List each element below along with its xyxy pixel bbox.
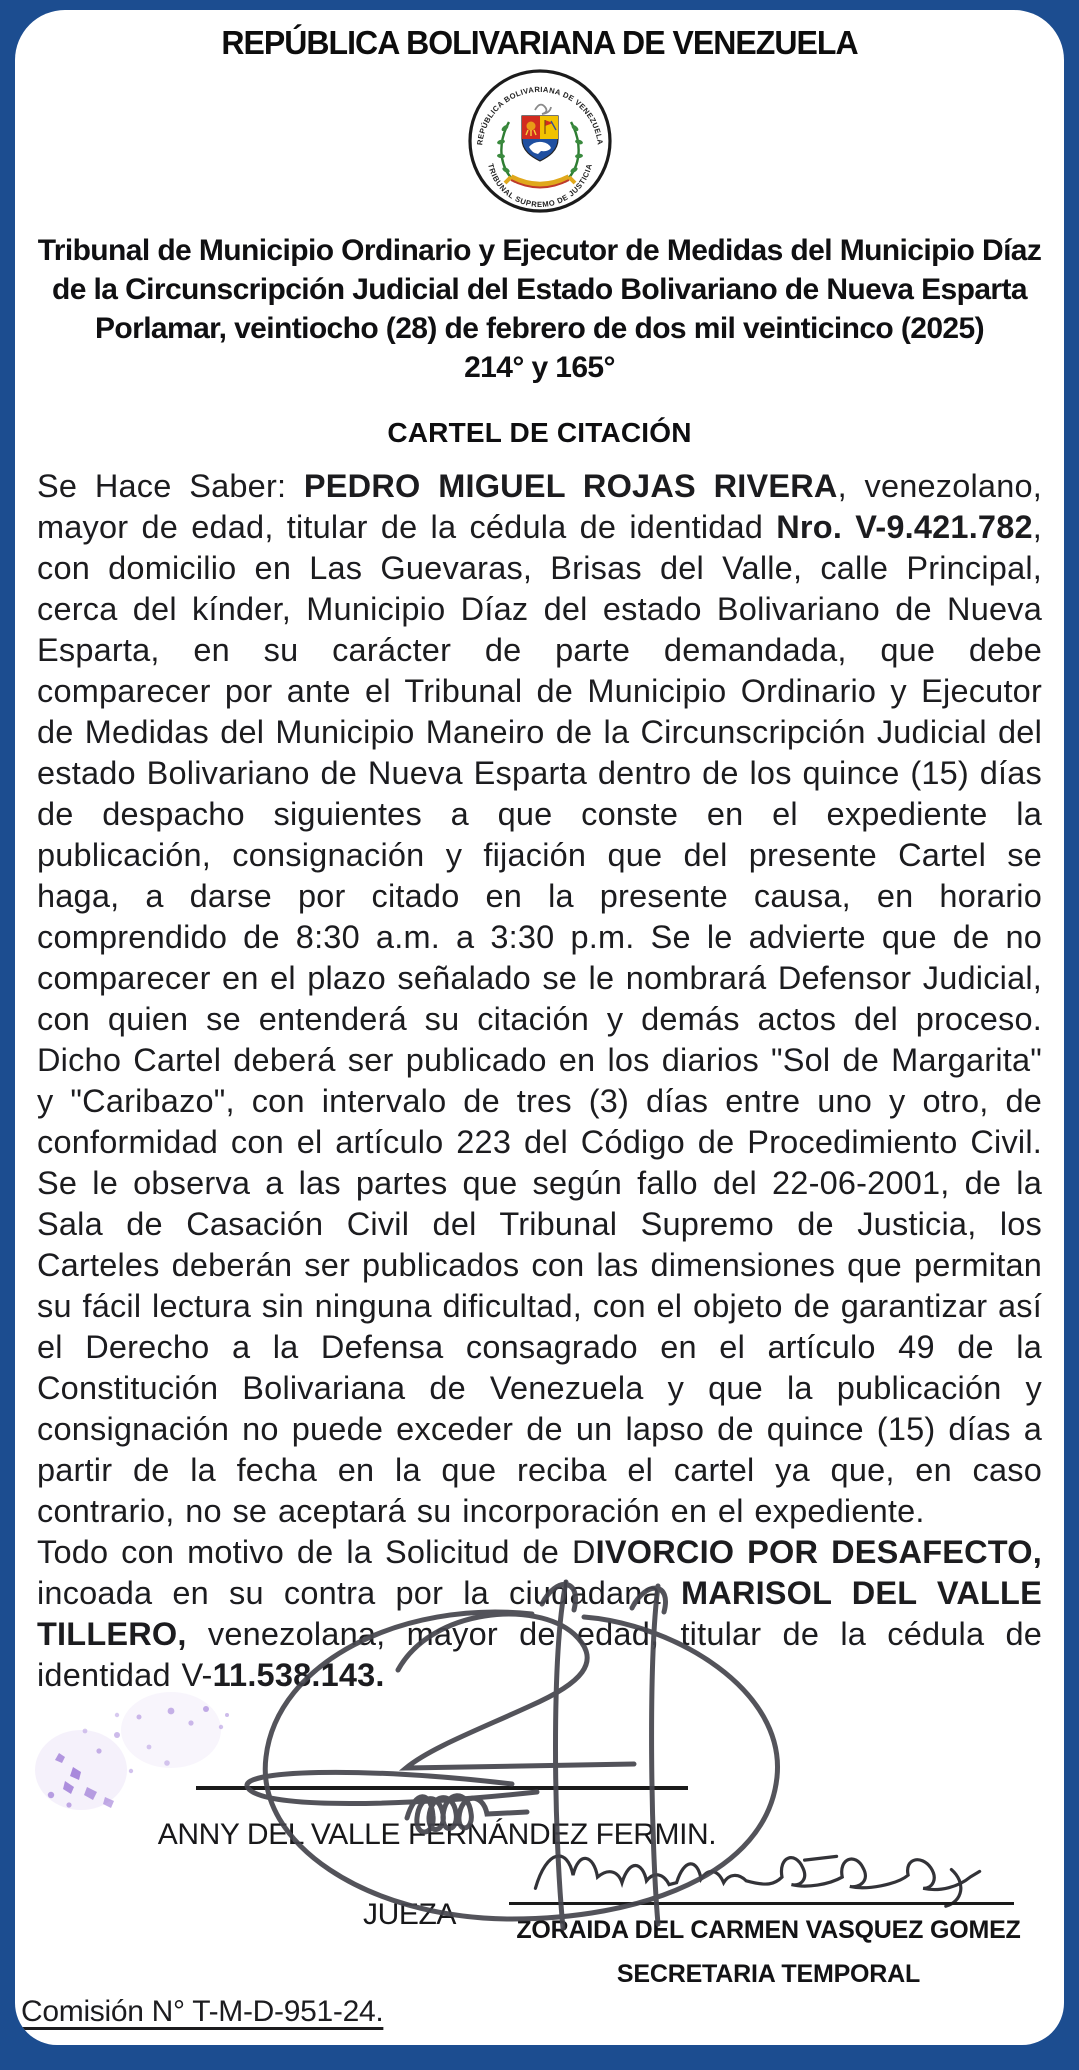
judge-name: ANNY DEL VALLE FERNÁNDEZ FERMIN. [157, 1818, 717, 1851]
judge-role: JUEZA [362, 1898, 456, 1931]
body-text [37, 466, 1042, 1696]
document-content [15, 10, 1064, 2045]
commission-number: Comisión N° T-M-D-951-24. [21, 1995, 384, 2028]
date-line: Porlamar, veintiocho (28) de febrero de dos mil veinticinco (2025) [94, 312, 984, 345]
anniversary-line: 214° y 165° [464, 351, 615, 384]
court-name-line-1: Tribunal de Municipio Ordinario y Ejecutor de Medidas del Municipio Díaz [37, 234, 1042, 267]
case-type: IVORCIO POR DESAFECTO, [595, 1534, 1042, 1570]
body-segment: incoada en su contra por la ciudadana [37, 1575, 681, 1611]
country-title: REPÚBLICA BOLIVARIANA DE VENEZUELA [221, 24, 858, 61]
secretary-signature-line [509, 1902, 1014, 1905]
secretary-signature-scribble [511, 1830, 1021, 1910]
body-segment: Todo con motivo de la Solicitud de D [37, 1534, 596, 1570]
secretary-role: SECRETARIA TEMPORAL [616, 1960, 921, 1988]
seal-wrap [37, 66, 1042, 221]
court-name-line-2: de la Circunscripción Judicial del Estado Bolivariano de Nueva Esparta [52, 273, 1027, 306]
coat-of-arms-seal [465, 66, 615, 216]
court-heading [37, 231, 1042, 387]
body-paragraph-1 [37, 466, 1042, 1532]
plaintiff-name: MARISOL DEL VALLE TILLERO, [37, 1575, 1042, 1652]
plaintiff-id-number: 11.538.143. [212, 1657, 385, 1693]
document-title: CARTEL DE CITACIÓN [387, 417, 692, 448]
ink-stamp-mark [21, 1675, 301, 1835]
body-segment: , con domicilio en Las Guevaras, Brisas del Valle, calle Principal, cerca del kínder, Municipio Díaz del estado Bolivariano de Nueva Esparta, en su carácter de parte demandada, que debe comparecer por ante el Tribunal de Municipio Ordinario y Ejecutor de Medidas del Municipio Maneiro de la Circunscripción Judicial del estado Bolivariano de Nueva Esparta dentro de los quince (15) días de despacho siguientes a que conste en el expediente la publicación, consignación y fijación que del presente Cartel se haga, a darse por citado en la presente causa, en horario comprendido de 8:30 a.m. a 3:30 p.m. Se le advierte que de no comparecer en el plazo señalado se le nombrará Defensor Judicial, con quien se entenderá su citación y demás actos del proceso. Dicho Cartel deberá ser publicado en los diarios "Sol de Margarita" y "Caribazo", con intervalo de tres (3) días entre uno y otro, de conformidad con el artículo 223 del Código de Procedimiento Civil. Se le observa a las partes que según fallo del 22-06-2001, de la Sala de Casación Civil del Tribunal Supremo de Justicia, los Carteles deberán ser publicados con las dimensiones que permitan su fácil lectura sin ninguna dificultad, con el objeto de garantizar así el Derecho a la Defensa consagrado en el artículo 49 de la Constitución Bolivariana de Venezuela y que la publicación y consignación no puede exceder de un lapso de quince (15) días a partir de la fecha en la que reciba el cartel ya que, en caso contrario, no se aceptará su incorporación en el expediente. [37, 509, 1042, 1529]
judge-signature-line [196, 1786, 688, 1790]
seal-top-text: REPÚBLICA BOLIVARIANA DE VENEZUELA [474, 84, 605, 146]
body-segment: , venezolano, mayor de edad, titular de la cédula de identidad [37, 468, 1042, 545]
secretary-signature-block [501, 1830, 1036, 2025]
body-paragraph-2 [37, 1532, 1042, 1696]
seal-bottom-text: TRIBUNAL SUPREMO DE JUSTICIA [485, 162, 594, 210]
defendant-id-number: Nro. V-9.421.782 [776, 509, 1033, 545]
secretary-name: ZORAIDA DEL CARMEN VASQUEZ GOMEZ [516, 1916, 1021, 1944]
body-segment: Se Hace Saber: [37, 468, 304, 504]
defendant-name: PEDRO MIGUEL ROJAS RIVERA [303, 468, 838, 504]
document-card [15, 10, 1064, 2045]
body-segment: venezolana, mayor de edad, titular de la cédula de identidad V- [37, 1616, 1042, 1693]
